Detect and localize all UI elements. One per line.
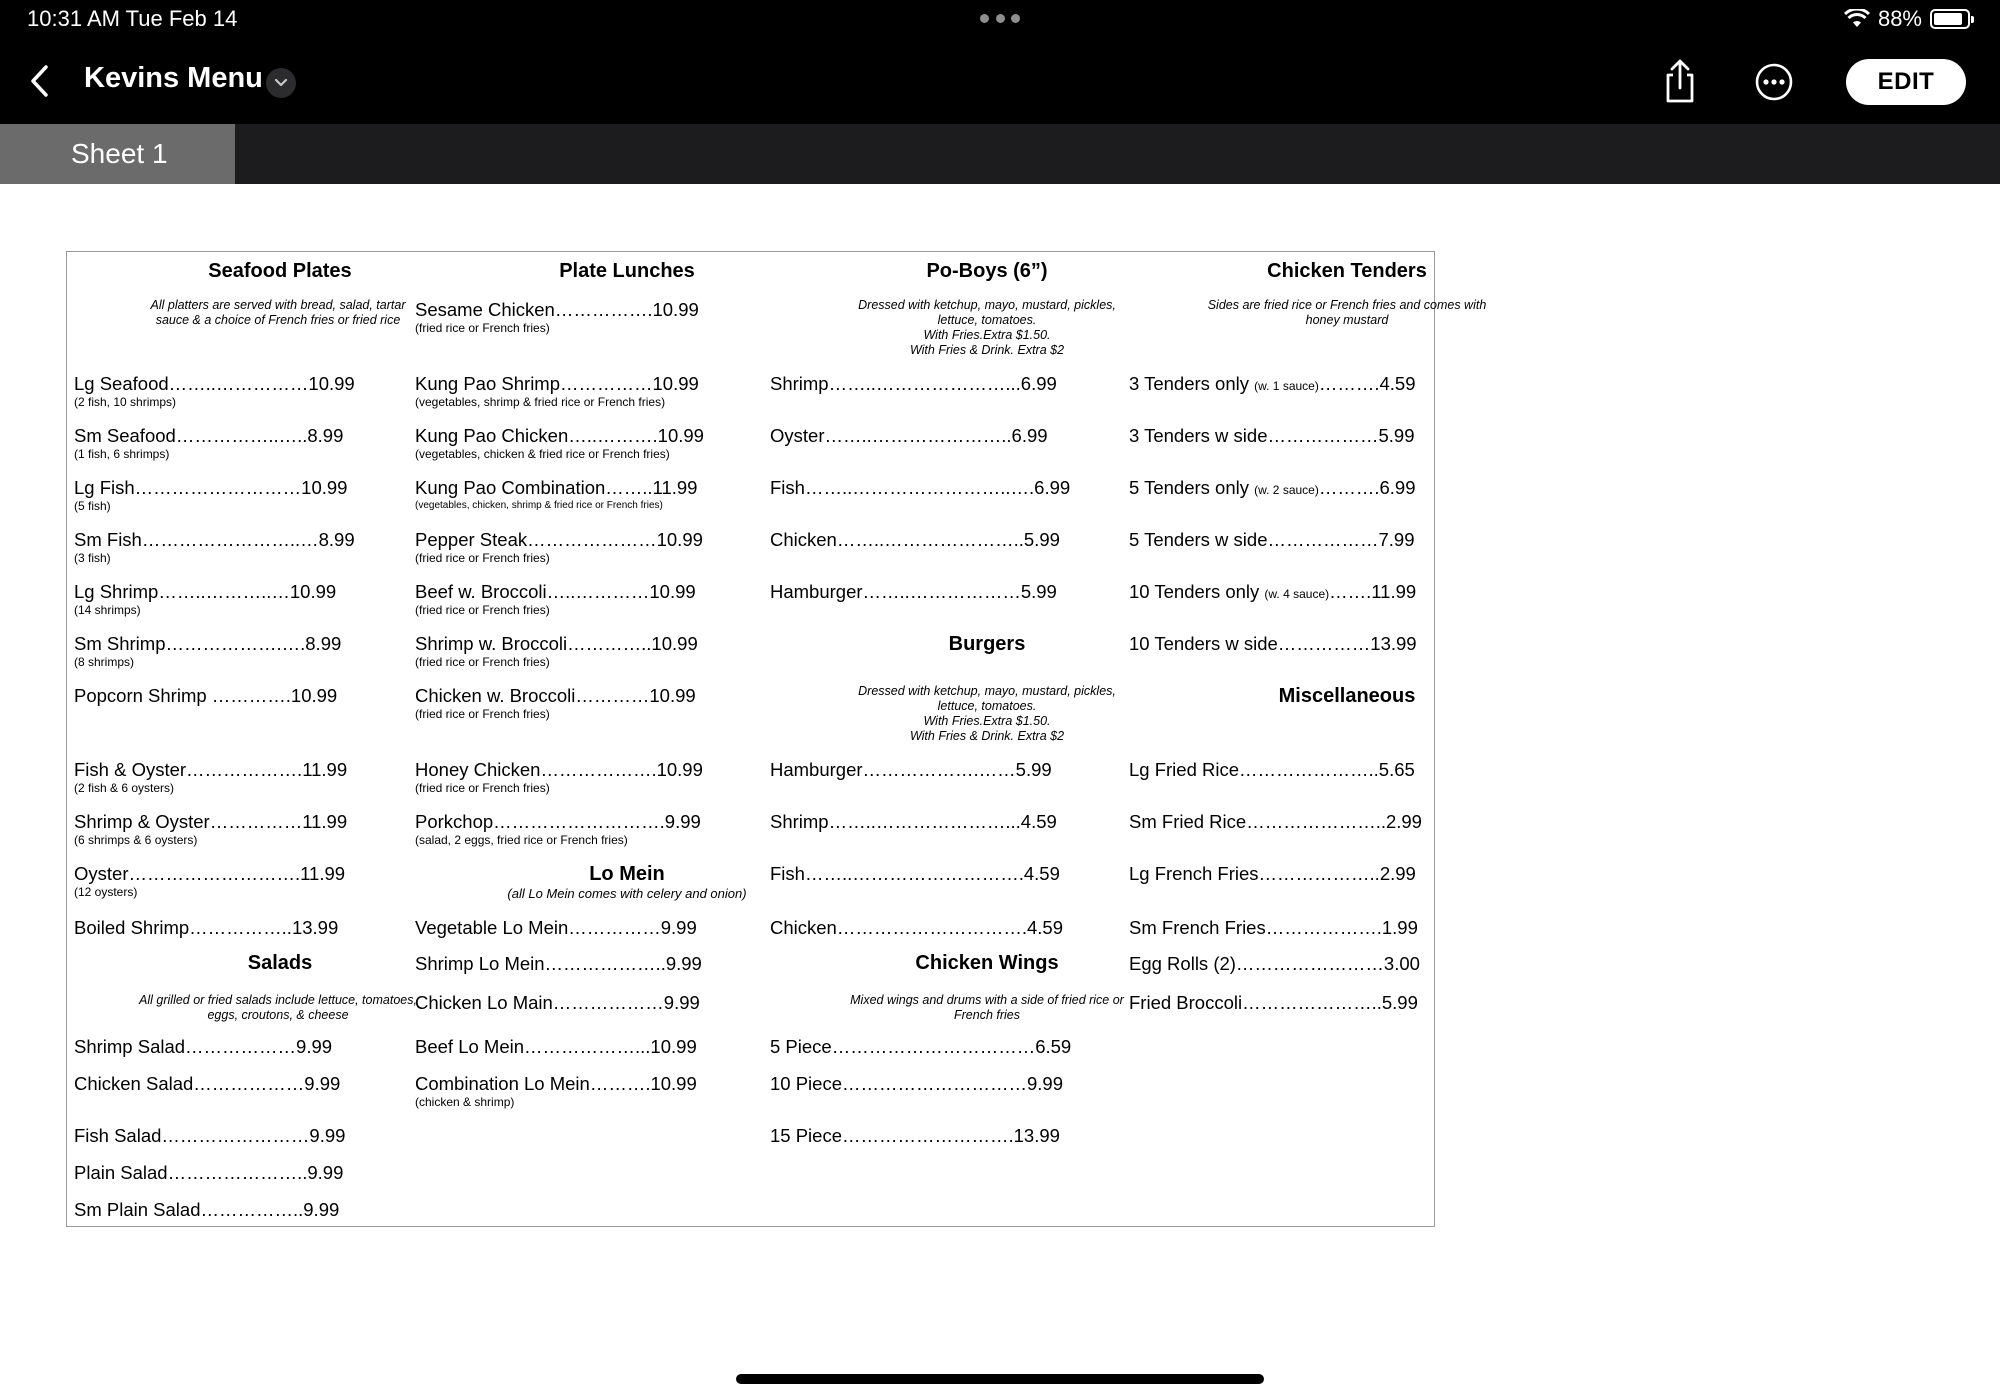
list-item: Sm Plain Salad……………..9.99	[74, 1199, 340, 1220]
item-note: (w. 4 sauce)	[1264, 587, 1330, 601]
list-item: Chicken Lo Main………………9.99	[415, 992, 700, 1013]
battery-percent: 88%	[1877, 6, 1922, 31]
wings-note: Mixed wings and drums with a side of fried rice or French fries	[850, 993, 1124, 1022]
item-detail: (salad, 2 eggs, fried rice or French fries)	[415, 833, 628, 847]
item-price: ……….4.59	[1318, 373, 1416, 394]
item-detail: (12 oysters)	[74, 885, 138, 899]
list-item: Kung Pao Chicken…..……….10.99	[415, 425, 704, 446]
tab-sheet-1[interactable]: Sheet 1	[0, 124, 235, 184]
share-button[interactable]	[1660, 58, 1700, 104]
document-title[interactable]: Kevins Menu	[84, 62, 263, 94]
tenders-note: Sides are fried rice or French fries and comes with honey mustard	[1207, 298, 1487, 327]
note-line: lettuce, tomatoes.	[937, 313, 1037, 327]
salads-heading: Salads	[247, 952, 313, 974]
list-item: Sm Shrimp……………….….8.99	[74, 633, 342, 654]
list-item: Plain Salad…………………..9.99	[74, 1162, 344, 1183]
note-line: Dressed with ketchup, mayo, mustard, pickles,	[858, 684, 1116, 698]
list-item: Fish……..……………………….4.59	[770, 863, 1060, 884]
miscellaneous-heading: Miscellaneous	[1278, 685, 1416, 707]
item-name: 5 Tenders only	[1129, 477, 1255, 498]
menu-sheet[interactable]	[66, 251, 1487, 1227]
item-detail: (vegetables, shrimp & fried rice or French fries)	[415, 395, 666, 409]
list-item: Egg Rolls (2)……………………3.00	[1129, 953, 1420, 974]
list-item: Lg Shrimp……..………..…10.99	[74, 581, 337, 602]
seafood-heading: Seafood Plates	[208, 260, 352, 282]
lo-mein-note: (all Lo Mein comes with celery and onion)	[507, 886, 747, 901]
battery-icon	[1930, 9, 1970, 29]
item-detail: (8 shrimps)	[74, 655, 135, 669]
list-item: 15 Piece……………………….13.99	[770, 1125, 1060, 1146]
list-item: Beef w. Broccoli…..…………10.99	[415, 581, 696, 602]
list-item: Popcorn Shrimp ………….10.99	[74, 685, 338, 706]
list-item: Sm Fish……………………..…8.99	[74, 529, 355, 550]
item-name: 10 Tenders only	[1129, 581, 1265, 602]
list-item: Honey Chicken……………….10.99	[415, 759, 703, 780]
list-item	[1129, 373, 1416, 397]
list-item: Lg French Fries………………..2.99	[1129, 863, 1416, 884]
ellipsis-circle-icon	[1754, 62, 1794, 102]
list-item: Pepper Steak…………………10.99	[415, 529, 703, 550]
list-item: Shrimp……..…………………...4.59	[770, 811, 1057, 832]
list-item: Sesame Chicken…………….10.99	[415, 299, 699, 320]
list-item: Chicken w. Broccoli…………10.99	[415, 685, 696, 706]
note-line: With Fries & Drink. Extra $2	[909, 343, 1065, 357]
item-detail: (vegetables, chicken & fried rice or French fries)	[415, 447, 670, 461]
chevron-down-icon	[274, 78, 288, 88]
list-item: Boiled Shrimp……………..13.99	[74, 917, 339, 938]
note-line: lettuce, tomatoes.	[937, 699, 1037, 713]
list-item: Hamburger……………….……5.99	[770, 759, 1052, 780]
plate-lunches-heading: Plate Lunches	[559, 260, 695, 282]
list-item: Shrimp Salad………………9.99	[74, 1036, 333, 1057]
list-item: 10 Tenders w side……………13.99	[1129, 633, 1417, 654]
list-item: Shrimp w. Broccoli…………..10.99	[415, 633, 698, 654]
item-detail: (fried rice or French fries)	[415, 655, 550, 669]
list-item: Sm French Fries……………….1.99	[1129, 917, 1418, 938]
item-name: 3 Tenders only	[1129, 373, 1255, 394]
list-item: Lg Fish………………………10.99	[74, 477, 348, 498]
salads-note: All grilled or fried salads include lettuce, tomatoes, eggs, croutons, & cheese	[139, 993, 417, 1022]
item-detail: (1 fish, 6 shrimps)	[74, 447, 170, 461]
po-boys-heading: Po-Boys (6”)	[926, 260, 1048, 282]
item-detail: (fried rice or French fries)	[415, 781, 550, 795]
item-detail: (fried rice or French fries)	[415, 707, 550, 721]
chicken-tenders-heading: Chicken Tenders	[1267, 260, 1427, 282]
list-item: 5 Tenders w side………………7.99	[1129, 529, 1415, 550]
list-item: Kung Pao Combination……..11.99	[415, 477, 698, 498]
list-item: Chicken………………………….4.59	[770, 917, 1063, 938]
status-time: 10:31 AM Tue Feb 14	[27, 6, 238, 31]
list-item	[1129, 477, 1416, 501]
wifi-icon	[1844, 9, 1870, 29]
list-item: Hamburger……..………………5.99	[770, 581, 1057, 602]
list-item: Fish……..……………………..….6.99	[770, 477, 1071, 498]
edit-button[interactable]: EDIT	[1846, 59, 1966, 105]
note-line: With Fries.Extra $1.50.	[923, 714, 1051, 728]
list-item: 5 Piece……………………………6.59	[770, 1036, 1072, 1057]
list-item: Oyster……………………….11.99	[74, 863, 346, 884]
item-detail: (fried rice or French fries)	[415, 603, 550, 617]
list-item: Shrimp & Oyster……………11.99	[74, 811, 348, 832]
list-item: Vegetable Lo Mein……………9.99	[415, 917, 697, 938]
chicken-wings-heading: Chicken Wings	[915, 952, 1059, 974]
item-note: (w. 1 sauce)	[1254, 379, 1319, 393]
item-price: …….11.99	[1329, 581, 1417, 602]
chevron-left-icon	[28, 64, 50, 98]
item-detail: (fried rice or French fries)	[415, 551, 550, 565]
lo-mein-heading: Lo Mein	[589, 863, 665, 885]
navigation-bar	[0, 40, 2000, 124]
sheet-tab-bar	[0, 124, 2000, 184]
list-item: Porkchop……………………….9.99	[415, 811, 701, 832]
item-detail: (chicken & shrimp)	[415, 1095, 515, 1109]
list-item: Chicken Salad………………9.99	[74, 1073, 341, 1094]
multitasking-dots-icon[interactable]	[980, 14, 1020, 24]
list-item: Shrimp……..…………………...6.99	[770, 373, 1057, 394]
list-item: Chicken……..…………………..5.99	[770, 529, 1060, 550]
list-item: Sm Fried Rice…………………..2.99	[1129, 811, 1422, 832]
list-item: Shrimp Lo Mein………………..9.99	[415, 953, 702, 974]
share-icon	[1660, 58, 1700, 104]
item-detail: (vegetables, chicken, shrimp & fried rice or French fries)	[415, 500, 663, 511]
list-item: 10 Piece…………………………9.99	[770, 1073, 1064, 1094]
seafood-note: All platters are served with bread, salad, tartar sauce & a choice of French fries or fried rice	[150, 298, 406, 327]
status-right	[1844, 6, 1970, 32]
list-item: Lg Seafood……..……………10.99	[74, 373, 355, 394]
list-item: Fried Broccoli…………………..5.99	[1129, 992, 1418, 1013]
item-detail: (6 shrimps & 6 oysters)	[74, 833, 198, 847]
more-options-button[interactable]	[1754, 62, 1794, 102]
list-item: Fish & Oyster……………….11.99	[74, 759, 348, 780]
home-indicator[interactable]	[736, 1374, 1264, 1384]
list-item: Lg Fried Rice…………………..5.65	[1129, 759, 1415, 780]
list-item: Fish Salad……………………9.99	[74, 1125, 346, 1146]
item-detail: (5 fish)	[74, 499, 111, 513]
status-bar	[0, 0, 2000, 40]
list-item	[1129, 581, 1416, 605]
item-price: ……….6.99	[1318, 477, 1416, 498]
item-detail: (3 fish)	[74, 551, 111, 565]
item-detail: (14 shrimps)	[74, 603, 141, 617]
note-line: With Fries.Extra $1.50.	[923, 328, 1051, 342]
note-line: Dressed with ketchup, mayo, mustard, pickles,	[858, 298, 1116, 312]
item-detail: (fried rice or French fries)	[415, 321, 550, 335]
note-line: With Fries & Drink. Extra $2	[909, 729, 1065, 743]
list-item: Combination Lo Mein……….10.99	[415, 1073, 697, 1094]
item-note: (w. 2 sauce)	[1254, 483, 1319, 497]
list-item: Sm Seafood……………..…..8.99	[74, 425, 344, 446]
list-item: Oyster……..…………………..6.99	[770, 425, 1048, 446]
title-menu-button[interactable]	[266, 68, 296, 98]
list-item: Kung Pao Shrimp……………10.99	[415, 373, 699, 394]
po-boys-note	[767, 298, 1207, 358]
list-item: 3 Tenders w side………………5.99	[1129, 425, 1415, 446]
back-button[interactable]	[14, 56, 64, 106]
item-detail: (2 fish & 6 oysters)	[74, 781, 175, 795]
list-item: Beef Lo Mein………………...10.99	[415, 1036, 697, 1057]
item-detail: (2 fish, 10 shrimps)	[74, 395, 177, 409]
burgers-heading: Burgers	[948, 633, 1026, 655]
